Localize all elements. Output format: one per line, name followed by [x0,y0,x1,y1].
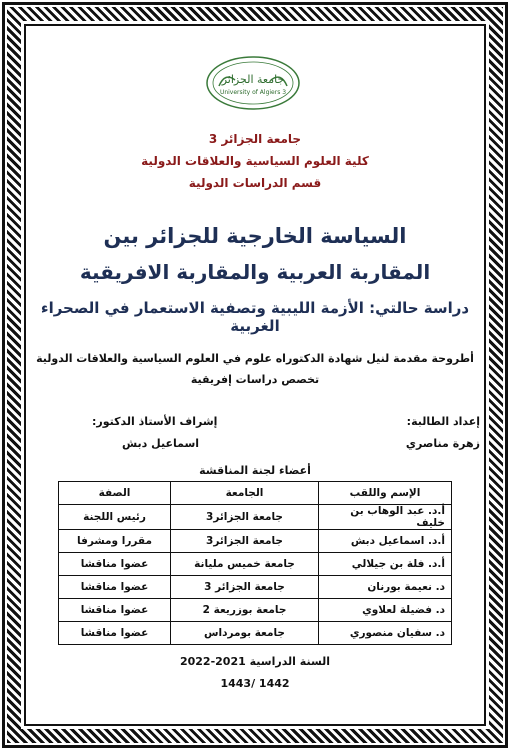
thesis-description: أطروحة مقدمة لنيل شهادة الدكتوراه علوم في العلوم السياسية والعلاقات الدولية [36,352,474,365]
title-line-3: دراسة حالتي: الأزمة الليبية وتصفية الاستعمار في الصحراء الغربية [40,299,470,335]
member-university: جامعة خميس مليانة [171,553,319,576]
member-name: د. سفيان منصوري [319,622,452,645]
member-university: جامعة بومرداس [171,622,319,645]
student-label: إعداد الطالبة: [406,415,480,428]
member-university: جامعة الجزائر 3 [171,576,319,599]
member-role: عضوا مناقشا [59,553,171,576]
table-row [59,505,452,530]
member-role: مقررا ومشرفا [59,530,171,553]
supervisor-label: إشراف الأستاذ الدكتور: [92,415,218,428]
university-emblem-icon [205,54,301,112]
table-row [59,622,452,645]
member-role: رئيس اللجنة [59,505,171,530]
supervisor-name: اسماعيل دبش [122,437,200,450]
member-role: عضوا مناقشا [59,622,171,645]
member-name: أ.د. فلة بن جيلالي [319,553,452,576]
committee-title: أعضاء لجنة المناقشة [199,464,311,477]
faculty-name: كلية العلوم السياسية والعلاقات الدولية [141,154,369,168]
table-row [59,599,452,622]
member-university: جامعة الجزائر3 [171,530,319,553]
member-university: جامعة بوزريعة 2 [171,599,319,622]
member-role: عضوا مناقشا [59,599,171,622]
member-role: عضوا مناقشا [59,576,171,599]
column-header-university: الجامعة [171,482,319,505]
table-header-row [59,482,452,505]
table-row [59,530,452,553]
member-name: د. نعيمة بورنان [319,576,452,599]
hijri-year: 1442 /1443 [220,677,290,690]
logo-arabic-text: جامعة الجزائر [221,73,285,86]
column-header-name: الإسم واللقب [319,482,452,505]
member-name: أ.د. اسماعيل دبش [319,530,452,553]
page-content [24,24,486,726]
table-row [59,576,452,599]
column-header-role: الصفة [59,482,171,505]
table-row [59,553,452,576]
university-name: جامعة الجزائر 3 [208,132,302,146]
academic-year: السنة الدراسية 2021-2022 [179,655,331,668]
committee-table [58,481,452,645]
logo-english-text: University of Algiers 3 [219,89,287,96]
title-line-2: المقاربة العربية والمقاربة الافريقية [79,260,431,284]
member-name: د. فضيلة لعلاوي [319,599,452,622]
department-name: قسم الدراسات الدولية [188,176,322,190]
student-name: زهرة مناصري [405,437,480,450]
thesis-specialty: تخصص دراسات إفريقية [190,373,320,386]
member-university: جامعة الجزائر3 [171,505,319,530]
member-name: أ.د. عبد الوهاب بن خليف [319,505,452,530]
title-line-1: السياسة الخارجية للجزائر بين [103,224,407,248]
